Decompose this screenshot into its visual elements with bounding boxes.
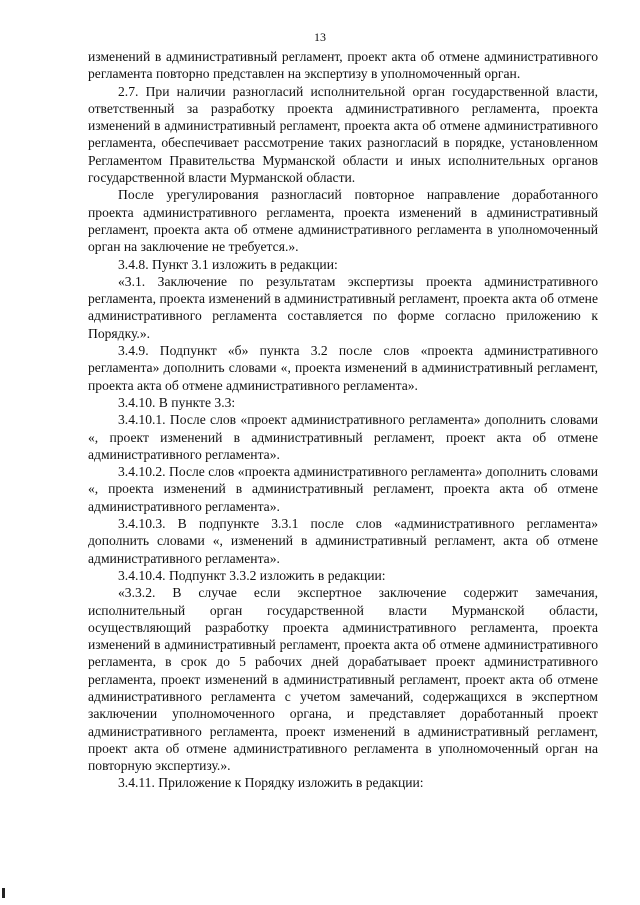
paragraph-disagreement-resolution: После урегулирования разногласий повторное направление доработанного проекта административного регламента, проекта изменений в административный регламент, проекта акта об отмене административного регламента в уполномоченный орган на заключение не требуется.». [88,187,598,255]
paragraph-3-4-10-4: 3.4.10.4. Подпункт 3.3.2 изложить в редакции: [118,567,386,583]
paragraph-3-4-11: 3.4.11. Приложение к Порядку изложить в редакции: [118,775,424,791]
paragraph-3-4-10: 3.4.10. В пункте 3.3: [118,394,236,410]
paragraph-3-4-10-3: 3.4.10.3. В подпункте 3.3.1 после слов «административного регламента» дополнить словами «, изменений в административный регламент, акта об отмене административного регламента». [88,516,598,566]
paragraph-continuation: изменений в административный регламент, проект акта об отмене административного регламента повторно представлен на экспертизу в уполномоченный орган. [88,49,598,82]
scan-mark [2,888,5,898]
paragraph-3-4-9: 3.4.9. Подпункт «б» пункта 3.2 после слов «проекта административного регламента» дополнить словами «, проекта изменений в административный регламент, проекта акта об отмене административного регламента». [88,343,598,393]
paragraph-3-1-quote: «3.1. Заключение по результатам экспертизы проекта административного регламента, проекта изменений в административный регламент, проекта акта об отмене административного регламента составляется по форме согласно приложению к Порядку.». [88,273,598,341]
paragraph-3-4-10-1: 3.4.10.1. После слов «проект административного регламента» дополнить словами «, проект изменений в административный регламент, проект акта об отмене административного регламента». [88,412,598,462]
paragraph-3-4-10-2: 3.4.10.2. После слов «проекта административного регламента» дополнить словами «, проекта изменений в административный регламент, проекта акта об отмене административного регламента». [88,464,598,514]
paragraph-3-3-2-quote: «3.3.2. В случае если экспертное заключение содержит замечания, исполнительный орган государственной власти Мурманской области, осуществляющий разработку проекта административного регламента, проекта изменений в административный регламент, проекта акта об отмене административного регламента, в срок до 5 рабочих дней дорабатывает проект административного регламента, проект изменений в административный регламент, проект акта об отмене административного регламента с учетом замечаний, содержащихся в экспертном заключении уполномоченного органа, и представляет доработанный проект административного регламента, проект изменений в административный регламент, проект акта об отмене административного регламента в уполномоченный орган на повторную экспертизу.». [88,585,598,774]
paragraph-2-7: 2.7. При наличии разногласий исполнительной орган государственной власти, ответственный за разработку проекта административного регламента, проекта изменений в административный регламент, проекта акта об отмене административного регламента, обеспечивает рассмотрение таких разногласий в порядке, установленном Регламентом Правительства Мурманской области и иных исполнительных органов государственной власти Мурманской области. [88,83,598,186]
document-body [88,48,598,792]
paragraph-3-4-8: 3.4.8. Пункт 3.1 изложить в редакции: [118,256,338,272]
page-number: 13 [314,30,326,44]
